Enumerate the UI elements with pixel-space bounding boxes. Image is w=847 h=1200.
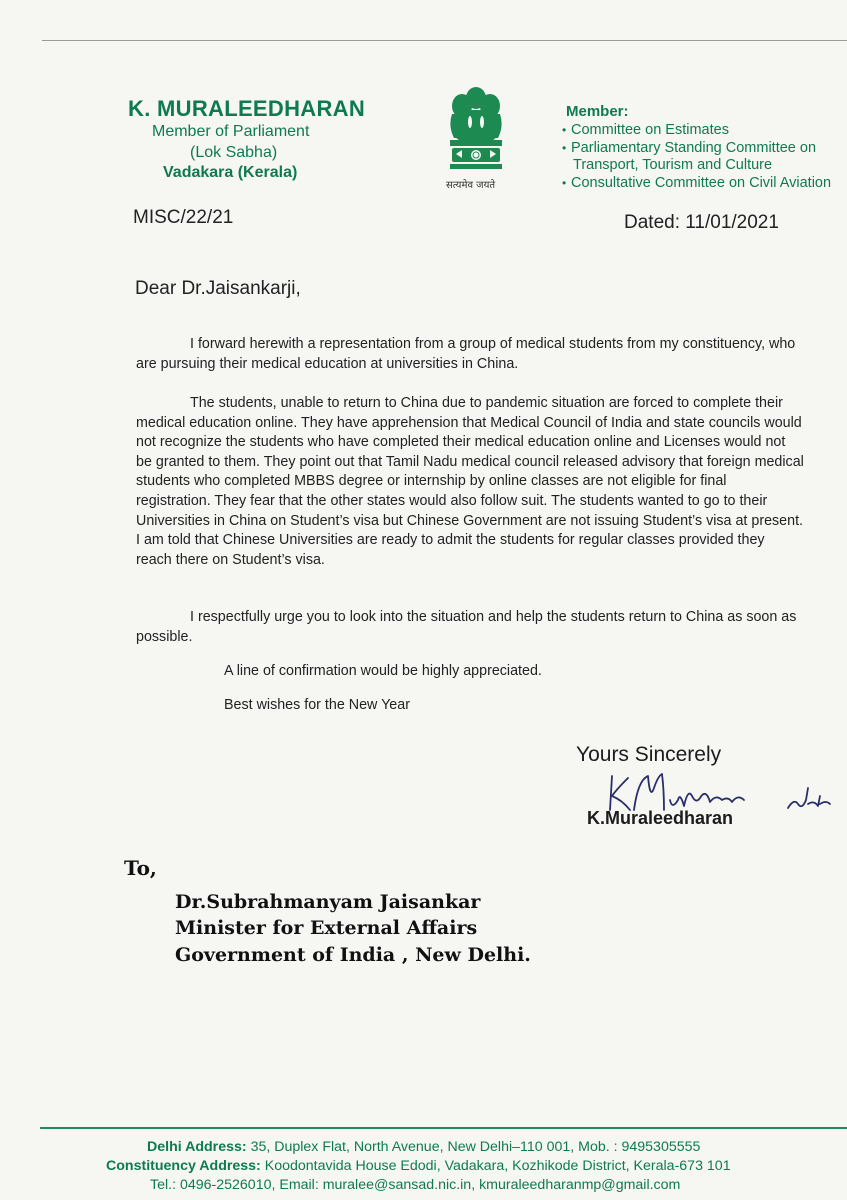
delhi-address: Delhi Address: 35, Duplex Flat, North Avenue, New Delhi–110 001, Mob. : 9495305555 — [147, 1139, 701, 1155]
reference-number: MISC/22/21 — [133, 207, 234, 228]
bullet-icon: • — [562, 140, 567, 155]
letter-date: Dated: 11/01/2021 — [624, 212, 779, 233]
contact-details: Tel.: 0496-2526010, Email: muralee@sansad.nic.in, kmuraleedharanmp@gmail.com — [150, 1177, 681, 1193]
bullet-icon: • — [562, 123, 567, 137]
mp-house: (Lok Sabha) — [190, 144, 278, 161]
body-paragraph: I respectfully urge you to look into the situation and help the students return to China as soon as possible. — [136, 609, 797, 645]
emblem-motto: सत्यमेव जयते — [446, 180, 496, 191]
mp-role: Member of Parliament — [152, 123, 310, 140]
committee-item: • Consultative Committee on Civil Aviation — [562, 174, 832, 191]
addressee-title: Minister for External Affairs — [175, 917, 478, 939]
signatory-name: K.Muraleedharan — [587, 808, 734, 828]
mp-name: K. MURALEEDHARAN — [128, 96, 366, 121]
confirmation-line: A line of confirmation would be highly appreciated. — [224, 663, 542, 679]
committee-item: • Parliamentary Standing Committee on — [562, 139, 817, 156]
committee-list — [562, 122, 831, 192]
salutation: Dear Dr.Jaisankarji, — [135, 278, 301, 299]
closing-yours-sincerely: Yours Sincerely — [576, 743, 722, 766]
committee-item-continued: Transport, Tourism and Culture — [573, 157, 773, 173]
body-paragraph: The students, unable to return to China due to pandemic situation are forced to complete their medical education online. They have apprehension that Medical Council of India and state councils would not recognize the students who have completed their medical education online and Licenses would not be granted to them. They point out that Tamil Nadu medical council released advisory that foreign medical students who completed MBBS degree or internship by online classes are not eligible for final registration. They fear that the other states would also follow suit. The students wanted to go to their Universities in China on Student’s visa but Chinese Government are not issuing Student’s visa at present. I am told that Chinese Universities are ready to admit the students for regular classes provided they reach there on Student’s visa. — [136, 395, 804, 568]
new-year-wishes: Best wishes for the New Year — [224, 697, 410, 713]
addressee-name: Dr.Subrahmanyam Jaisankar — [175, 891, 481, 913]
committee-item: • Committee on Estimates — [562, 122, 729, 138]
constituency-address: Constituency Address: Koodontavida House Edodi, Vadakara, Kozhikode District, Kerala-673 101 — [106, 1158, 731, 1174]
member-heading: Member: — [566, 103, 629, 120]
addressee-office: Government of India , New Delhi. — [175, 944, 531, 966]
bullet-icon: • — [562, 175, 567, 190]
to-label: To, — [124, 856, 157, 880]
mp-constituency: Vadakara (Kerala) — [163, 164, 298, 181]
top-rule — [42, 40, 847, 41]
body-paragraph: I forward herewith a representation from a group of medical students from my constituency, who are pursuing their medical education at universities in China. — [136, 336, 796, 372]
footer-rule — [40, 1127, 847, 1129]
